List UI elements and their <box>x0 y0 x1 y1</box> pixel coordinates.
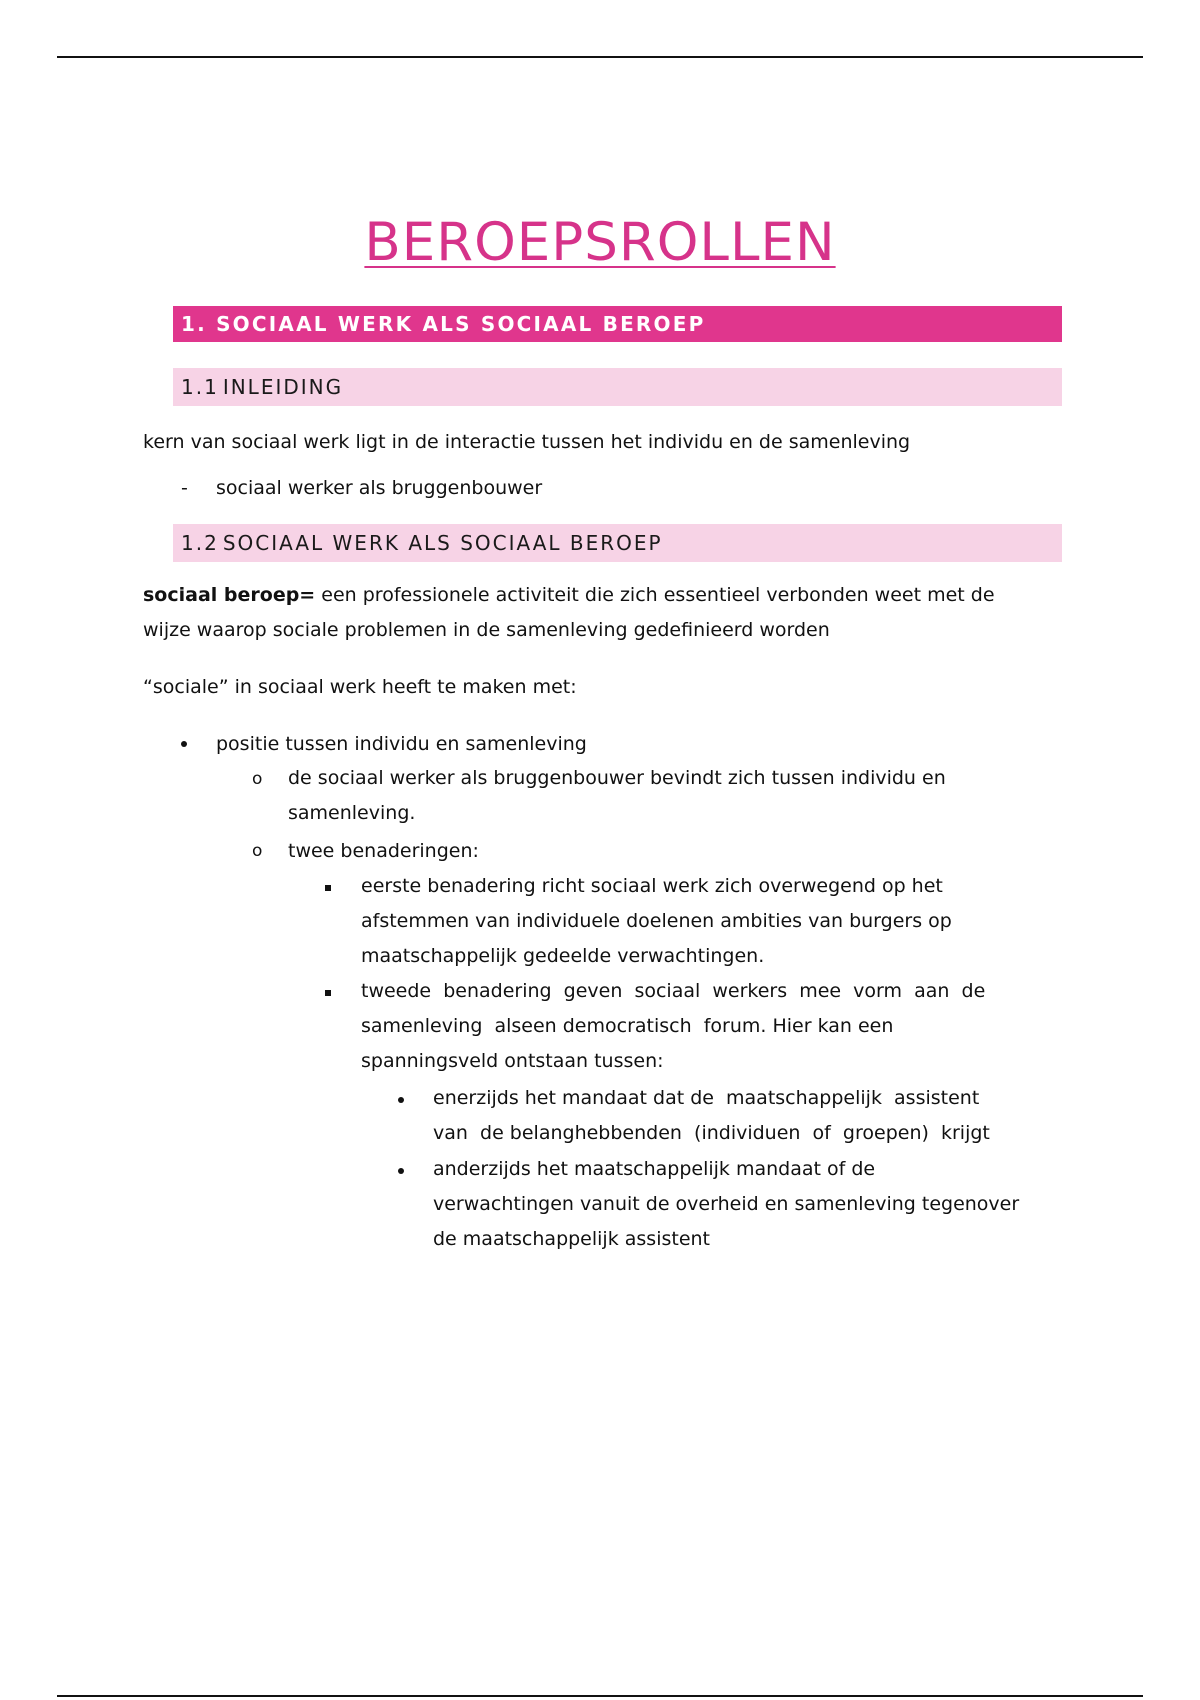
list-item <box>433 1081 990 1151</box>
square-bullet-marker <box>325 885 331 891</box>
list-item-line: spanningsveld ontstaan tussen: <box>361 1050 664 1072</box>
list-item-line: de sociaal werker als bruggenbouwer bevindt zich tussen individu en <box>288 767 946 789</box>
list-item-line: anderzijds het maatschappelijk mandaat of de <box>433 1158 876 1180</box>
list-item: positie tussen individu en samenleving <box>216 733 587 755</box>
section-heading-1-2 <box>173 524 1062 562</box>
list-item <box>361 869 952 974</box>
square-bullet-marker <box>325 990 331 996</box>
list-item-line: eerste benadering richt sociaal werk zich overwegend op het <box>361 875 943 897</box>
intro-paragraph: kern van sociaal werk ligt in de interactie tussen het individu en de samenleving <box>143 431 911 453</box>
bullet-marker <box>398 1097 404 1103</box>
page-title <box>0 212 1200 273</box>
dash-list-item: sociaal werker als bruggenbouwer <box>216 477 543 499</box>
list-item-line: samenleving alseen democratisch forum. Hier kan een <box>361 1015 894 1037</box>
section-heading-1-1 <box>173 368 1062 406</box>
list-item-line: verwachtingen vanuit de overheid en samenleving tegenover <box>433 1193 1020 1215</box>
definition-paragraph <box>143 578 995 648</box>
list-item <box>433 1152 1019 1257</box>
list-item: twee benaderingen: <box>288 840 479 862</box>
list-item-line: samenleving. <box>288 802 416 824</box>
definition-text-line: een professionele activiteit die zich essentieel verbonden weet met de <box>315 584 995 606</box>
section-heading-text: INLEIDING <box>222 375 344 399</box>
section-number: 1.2 <box>181 531 219 555</box>
section-number: 1.1 <box>181 375 219 399</box>
list-item-line: de maatschappelijk assistent <box>433 1228 711 1250</box>
list-item-line: afstemmen van individuele doelenen ambities van burgers op <box>361 910 952 932</box>
definition-text-line: wijze waarop sociale problemen in de samenleving gedefinieerd worden <box>143 619 830 641</box>
bottom-rule <box>57 1695 1143 1697</box>
bullet-marker <box>398 1168 404 1174</box>
list-item <box>288 761 946 831</box>
top-rule <box>57 56 1143 58</box>
list-item-line: enerzijds het mandaat dat de maatschappelijk assistent <box>433 1087 980 1109</box>
list-item-line: maatschappelijk gedeelde verwachtingen. <box>361 945 765 967</box>
section-heading-1: 1. SOCIAAL WERK ALS SOCIAAL BEROEP <box>173 306 1062 342</box>
page-title-text: BEROEPSROLLEN <box>364 212 836 273</box>
sub-bullet-marker: o <box>252 841 263 861</box>
definition-term: sociaal beroep= <box>143 584 316 606</box>
dash-marker: - <box>181 477 188 499</box>
list-item <box>361 974 1023 1079</box>
bullet-marker <box>181 741 187 747</box>
sub-bullet-marker: o <box>252 769 263 789</box>
section-heading-text: SOCIAAL WERK ALS SOCIAAL BEROEP <box>222 531 663 555</box>
list-item-line: van de belanghebbenden (individuen of groepen) krijgt <box>433 1122 990 1144</box>
sociale-intro: “sociale” in sociaal werk heeft te maken met: <box>143 676 577 698</box>
list-item-line: tweede benadering geven sociaal werkers mee vorm aan de <box>361 980 986 1002</box>
